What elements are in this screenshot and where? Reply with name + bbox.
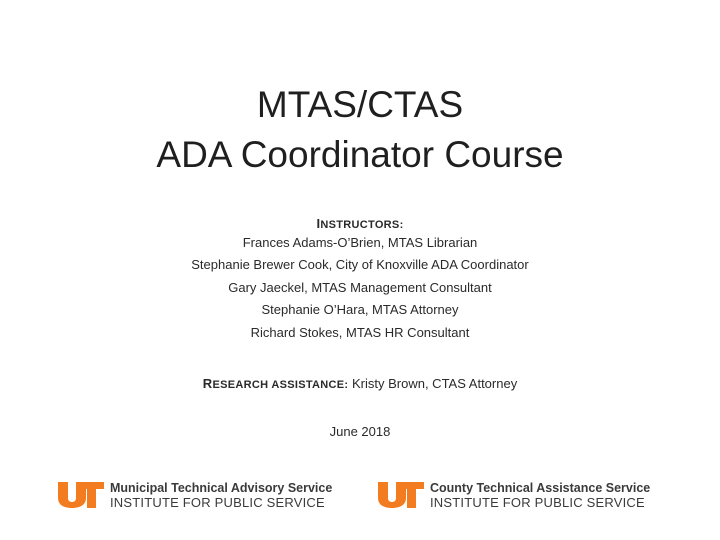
ctas-logo bbox=[378, 480, 650, 510]
ctas-logo-name: County Technical Assistance Service bbox=[430, 480, 651, 495]
research-text: Kristy Brown, CTAS Attorney bbox=[348, 376, 518, 391]
research-heading bbox=[202, 376, 349, 391]
title-line-1: MTAS/CTAS bbox=[256, 84, 464, 125]
instructors-heading-rest: NSTRUCTORS: bbox=[320, 219, 404, 231]
ut-logo-icon bbox=[58, 482, 104, 508]
instructors-heading bbox=[0, 217, 720, 232]
instructor-item: Stephanie Brewer Cook, City of Knoxville ADA Coordinator bbox=[191, 257, 529, 273]
mtas-logo-name: Municipal Technical Advisory Service bbox=[110, 480, 333, 495]
instructor-item: Richard Stokes, MTAS HR Consultant bbox=[250, 324, 470, 340]
research-heading-initial: R bbox=[202, 376, 213, 391]
research-assistance bbox=[0, 376, 720, 392]
title-line-2: ADA Coordinator Course bbox=[156, 134, 564, 175]
ctas-logo-subtitle: INSTITUTE FOR PUBLIC SERVICE bbox=[430, 494, 645, 510]
mtas-logo-subtitle: INSTITUTE FOR PUBLIC SERVICE bbox=[110, 494, 325, 510]
research-heading-rest: ESEARCH ASSISTANCE: bbox=[212, 379, 349, 391]
slide-title bbox=[0, 80, 720, 180]
instructor-item: Frances Adams-O’Brien, MTAS Librarian bbox=[242, 235, 478, 250]
instructors-section bbox=[0, 217, 720, 344]
mtas-logo bbox=[58, 480, 332, 510]
date-text: June 2018 bbox=[329, 424, 391, 439]
instructor-item: Gary Jaeckel, MTAS Management Consultant bbox=[228, 279, 492, 295]
instructor-item: Stephanie O’Hara, MTAS Attorney bbox=[261, 302, 459, 318]
ut-logo-icon bbox=[378, 482, 424, 508]
instructors-heading-initial: I bbox=[316, 216, 321, 231]
